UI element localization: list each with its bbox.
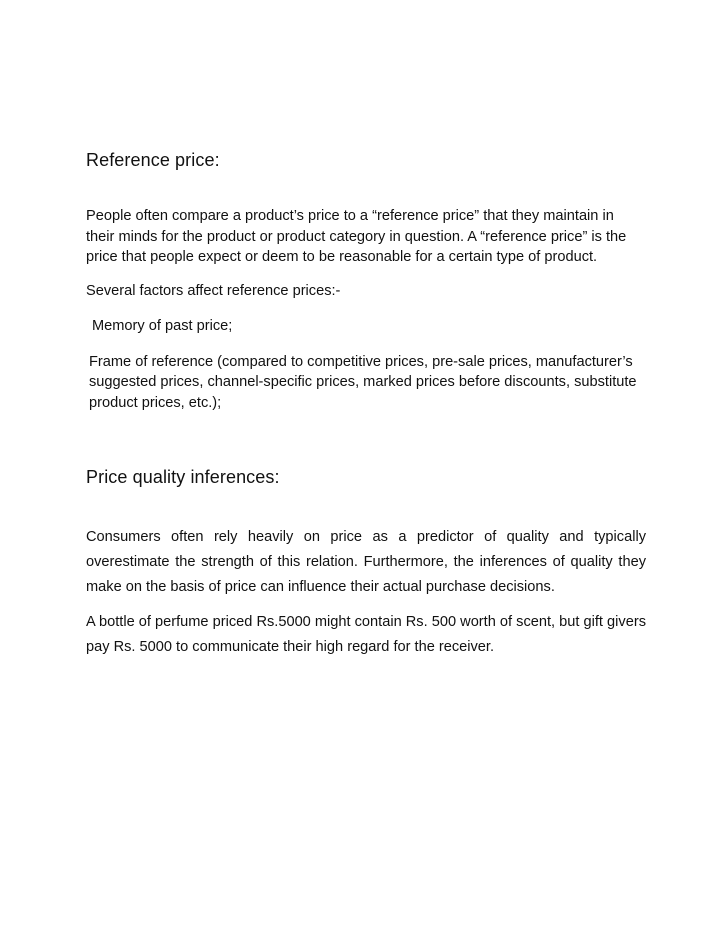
paragraph-perfume-example: A bottle of perfume priced Rs.5000 might contain Rs. 500 worth of scent, but gift givers pay Rs. 5000 to communicate their high regard for the receiver. <box>86 614 646 655</box>
paragraph-reference-price-definition: People often compare a product’s price to a “reference price” that they maintain in their minds for the product or product category in question. A “reference price” is the price that people expect or deem to be reasonable for a certain type of product. <box>86 208 627 265</box>
paragraph-consumers-rely-on-price: Consumers often rely heavily on price as a predictor of quality and typically overestimate the strength of this relation. Furthermore, the inferences of quality they make on the basis of price can influence their actual purchase decisions. <box>86 529 646 595</box>
heading-price-quality-inferences: Price quality inferences: <box>86 467 280 487</box>
list-item-memory-of-past-price: Memory of past price; <box>92 318 233 334</box>
paragraph-factors-intro: Several factors affect reference prices:- <box>86 282 341 299</box>
list-item-frame-of-reference: Frame of reference (compared to competitive prices, pre-sale prices, manufacturer’s suggested prices, channel-specific prices, marked prices before discounts, substitute product prices, etc.); <box>89 353 637 411</box>
heading-reference-price: Reference price: <box>86 150 220 170</box>
document-body <box>86 148 646 660</box>
